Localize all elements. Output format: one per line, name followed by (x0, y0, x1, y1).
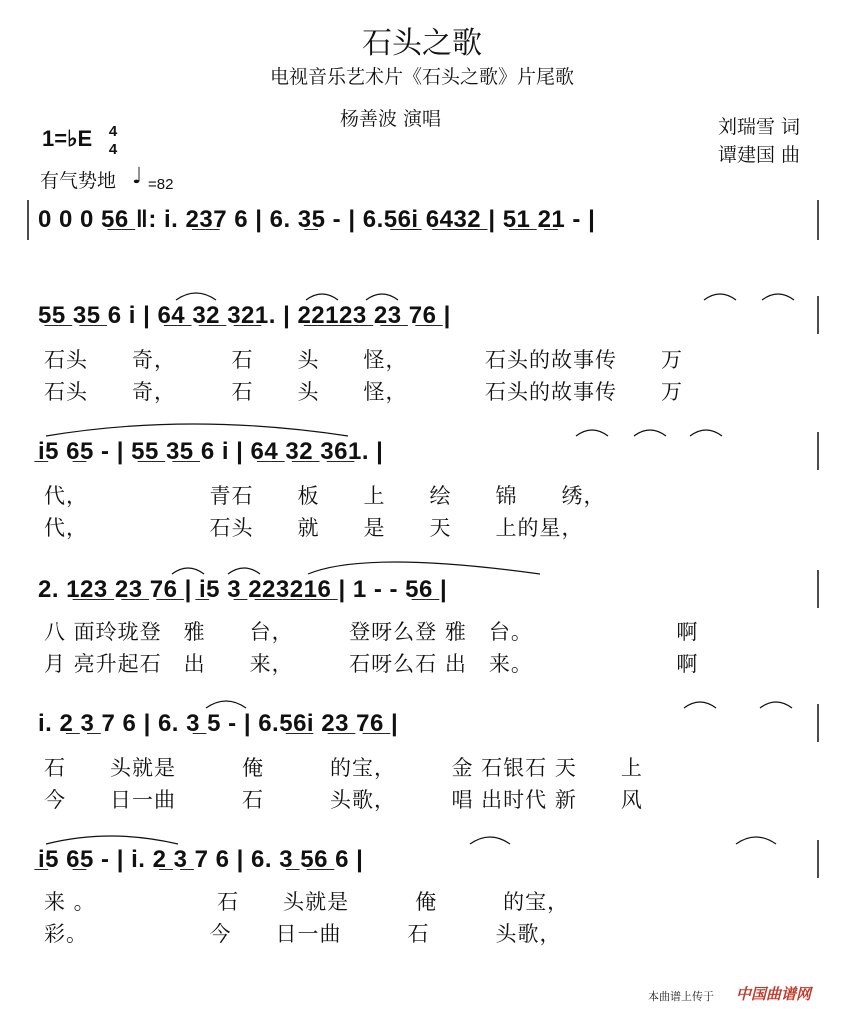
singer-credit: 杨善波 演唱 (340, 108, 442, 130)
composer-credit: 谭建国 曲 (718, 144, 801, 166)
lyric-line-2-verse-1: 石头 奇， 石 头 怪， 石头的故事传 万 (44, 348, 683, 372)
score-line-1: 0 0 0 5̲6̲ ‖: i. 2̲3̲7 6 | 6. 3̲5 - | 6.5̲6̲i̲ 6̲4̲3̲2̲ | 5̲1̲ 2̲1 - | (38, 206, 596, 233)
site-logo[interactable]: 中国曲谱网 (736, 985, 812, 1003)
tempo-marking: 有气势地 (40, 170, 117, 192)
lyric-line-2-verse-2: 石头 奇， 石 头 怪， 石头的故事传 万 (44, 380, 683, 404)
score-line-2: 5̲5̲ 3̲5̲ 6 i | 6̲4̲ 3̲2̲ 3̲2̲1. | 2̲2̲1̲2̲3̲ 2̲3̲ 7̲6̲ | (38, 302, 451, 329)
lyric-line-6-verse-2: 彩。 今 日一曲 石 头歌， (44, 922, 562, 946)
song-subtitle: 电视音乐艺术片《石头之歌》片尾歌 (269, 66, 574, 88)
lyricist-credit: 刘瑞雪 词 (718, 116, 801, 138)
lyric-line-4-verse-1: 八 面玲珑登 雅 台， 登呀么登 雅 台。 啊 (44, 620, 699, 644)
quarter-note-icon: ♩ (132, 164, 143, 189)
score-line-4: 2. 1̲2̲3̲ 2̲3̲ 7̲6̲ | i̲5 3̲ 2̲2̲3̲2̲1̲6̲ | 1 - - 5̲6̲ | (38, 576, 448, 603)
tempo-value: =82 (148, 176, 174, 193)
time-signature-bottom: 4 (108, 141, 118, 158)
score-line-5: i. 2̲ 3̲ 7 6 | 6. 3̲ 5 - | 6.5̲6̲i 2̲3̲ 7̲6̲ | (38, 710, 399, 737)
lyric-line-4-verse-2: 月 亮升起石 出 来， 石呀么石 出 来。 啊 (44, 652, 699, 676)
lyric-line-6-verse-1: 来 。 石 头就是 俺 的宝， (44, 890, 570, 914)
lyric-line-5-verse-1: 石 头就是 俺 的宝， 金 石银石 天 上 (44, 756, 643, 780)
time-signature-top: 4 (108, 123, 118, 140)
lyric-line-3-verse-1: 代， 青石 板 上 绘 锦 绣， (44, 484, 606, 508)
song-title: 石头之歌 (362, 26, 482, 61)
score-line-6: i̲5 6̲5 - | i. 2̲ 3̲ 7 6 | 6. 3̲ 5̲6̲ 6 | (38, 846, 364, 873)
lyric-line-5-verse-2: 今 日一曲 石 头歌， 唱 出时代 新 风 (44, 788, 643, 812)
score-line-3: i̲5 6̲5 - | 5̲5̲ 3̲5̲ 6 i | 6̲4̲ 3̲2̲ 3̲6̲1. | (38, 438, 384, 465)
lyric-line-3-verse-2: 代， 石头 就 是 天 上的星， (44, 516, 584, 540)
upload-source-text: 本曲谱上传于 (648, 990, 714, 1003)
key-signature: 1=♭E (42, 126, 93, 151)
